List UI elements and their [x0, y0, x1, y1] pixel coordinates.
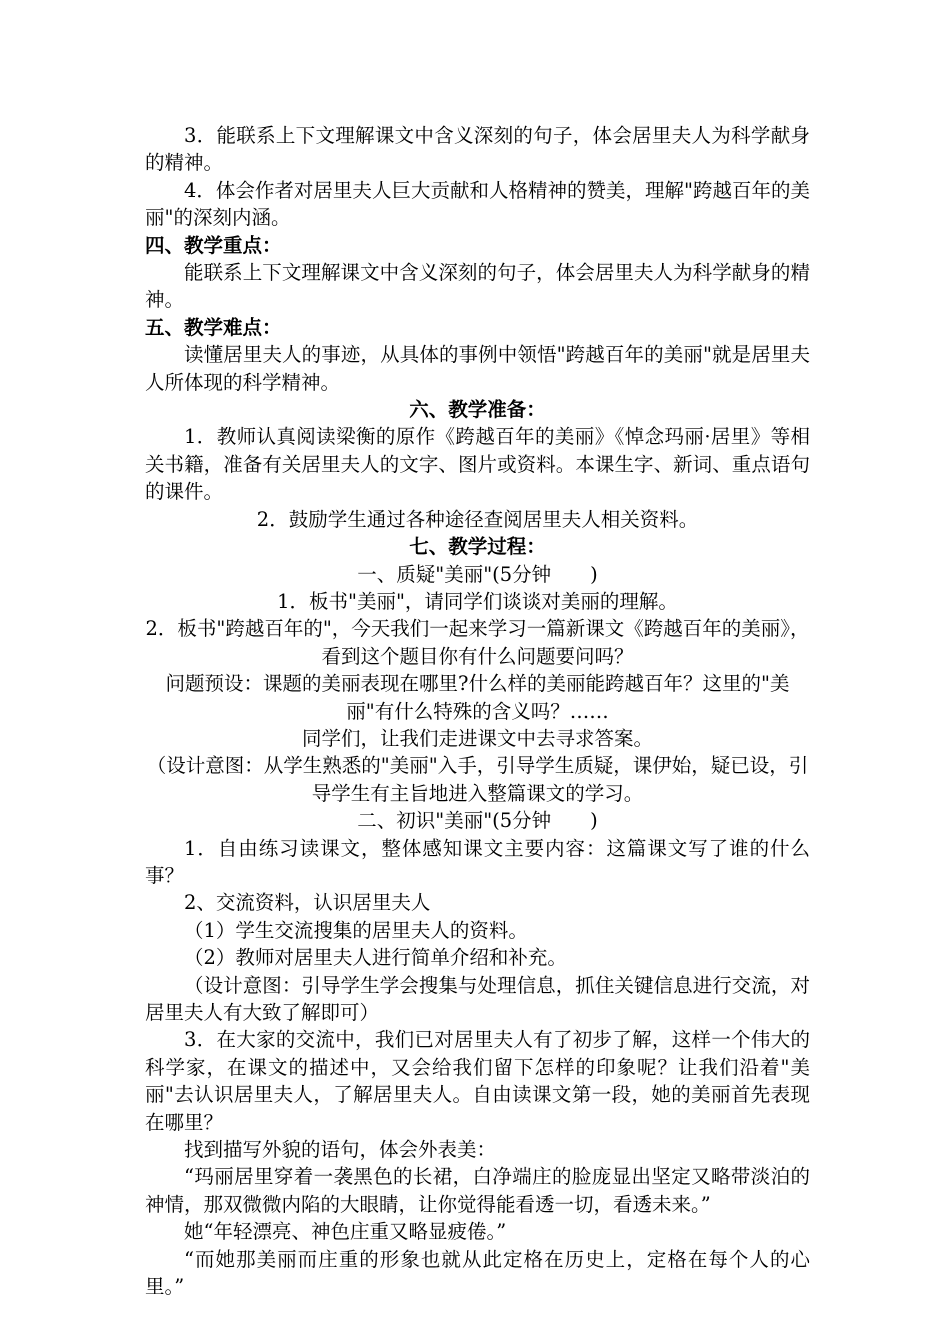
quote-3: “而她那美丽而庄重的形象也就从此定格在历史上，定格在每个人的心里。”	[145, 1247, 810, 1299]
heading-difficulties: 五、教学难点：	[145, 315, 282, 339]
heading-process: 七、教学过程：	[409, 535, 546, 559]
heading-preparation: 六、教学准备：	[409, 398, 546, 422]
section-1-step-2: 2．板书"跨越百年的"，今天我们一起来学习一篇新课文《跨越百年的美丽》，看到这个题目你有什么问题要问吗？	[145, 617, 810, 668]
objective-4: 4．体会作者对居里夫人巨大贡献和人格精神的赞美，理解"跨越百年的美丽"的深刻内涵。	[145, 178, 810, 230]
design-intent-2: （设计意图：引导学生学会搜集与处理信息，抓住关键信息进行交流，对居里夫人有大致了解即可）	[145, 973, 810, 1024]
section-2-title: 二、初识"美丽"(5分钟 )	[357, 809, 598, 833]
section-2-step-3: 3．在大家的交流中，我们已对居里夫人有了初步了解，这样一个伟大的科学家，在课文的描述中，又会给我们留下怎样的印象呢？让我们沿着"美丽"去认识居里夫人，了解居里夫人。自由读课文第一段，她的美丽首先表现在哪里？	[145, 1028, 810, 1134]
quote-1: “玛丽居里穿着一袭黑色的长裙，白净端庄的脸庞显出坚定又略带淡泊的神情，那双微微内陷的大眼睛，让你觉得能看透一切，看透未来。”	[145, 1165, 810, 1216]
section-1-step-1: 1．板书"美丽"，请同学们谈谈对美丽的理解。	[277, 589, 678, 613]
question-preset: 问题预设：课题的美丽表现在哪里?什么样的美丽能跨越百年？这里的"美丽"有什么特殊的含义吗？……	[165, 672, 790, 723]
difficulties-text: 读懂居里夫人的事迹，从具体的事例中领悟"跨越百年的美丽"就是居里夫人所体现的科学精神。	[145, 343, 810, 394]
transition-line: 同学们，让我们走进课文中去寻求答案。	[301, 726, 653, 750]
quote-2: 她“年轻漂亮、神色庄重又略显疲倦。”	[184, 1220, 507, 1244]
section-1-title: 一、质疑"美丽"(5分钟 )	[357, 562, 598, 586]
sub-step-2: （2）教师对居里夫人进行简单介绍和补充。	[184, 946, 567, 970]
section-2-step-1: 1．自由练习读课文，整体感知课文主要内容：这篇课文写了谁的什么事？	[145, 836, 810, 887]
preparation-1: 1．教师认真阅读梁衡的原作《跨越百年的美丽》《悼念玛丽·居里》等相关书籍，准备有关居里夫人的文字、图片或资料。本课生字、新词、重点语句的课件。	[145, 425, 810, 504]
key-points-text: 能联系上下文理解课文中含义深刻的句子，体会居里夫人为科学献身的精神。	[145, 261, 810, 312]
document-page	[145, 122, 810, 1300]
preparation-2: 2．鼓励学生通过各种途径查阅居里夫人相关资料。	[256, 507, 699, 531]
section-2-step-2: 2、交流资料，认识居里夫人	[184, 891, 431, 915]
design-intent-1: （设计意图：从学生熟悉的"美丽"入手，引导学生质疑，课伊始，疑已设，引导学生有主旨地进入整篇课文的学习。	[146, 754, 809, 805]
heading-key-points: 四、教学重点：	[145, 233, 282, 257]
appearance-intro: 找到描写外貌的语句，体会外表美：	[184, 1138, 497, 1162]
objective-3: 3．能联系上下文理解课文中含义深刻的句子，体会居里夫人为科学献身的精神。	[145, 124, 810, 175]
sub-step-1: （1）学生交流搜集的居里夫人的资料。	[184, 918, 528, 942]
